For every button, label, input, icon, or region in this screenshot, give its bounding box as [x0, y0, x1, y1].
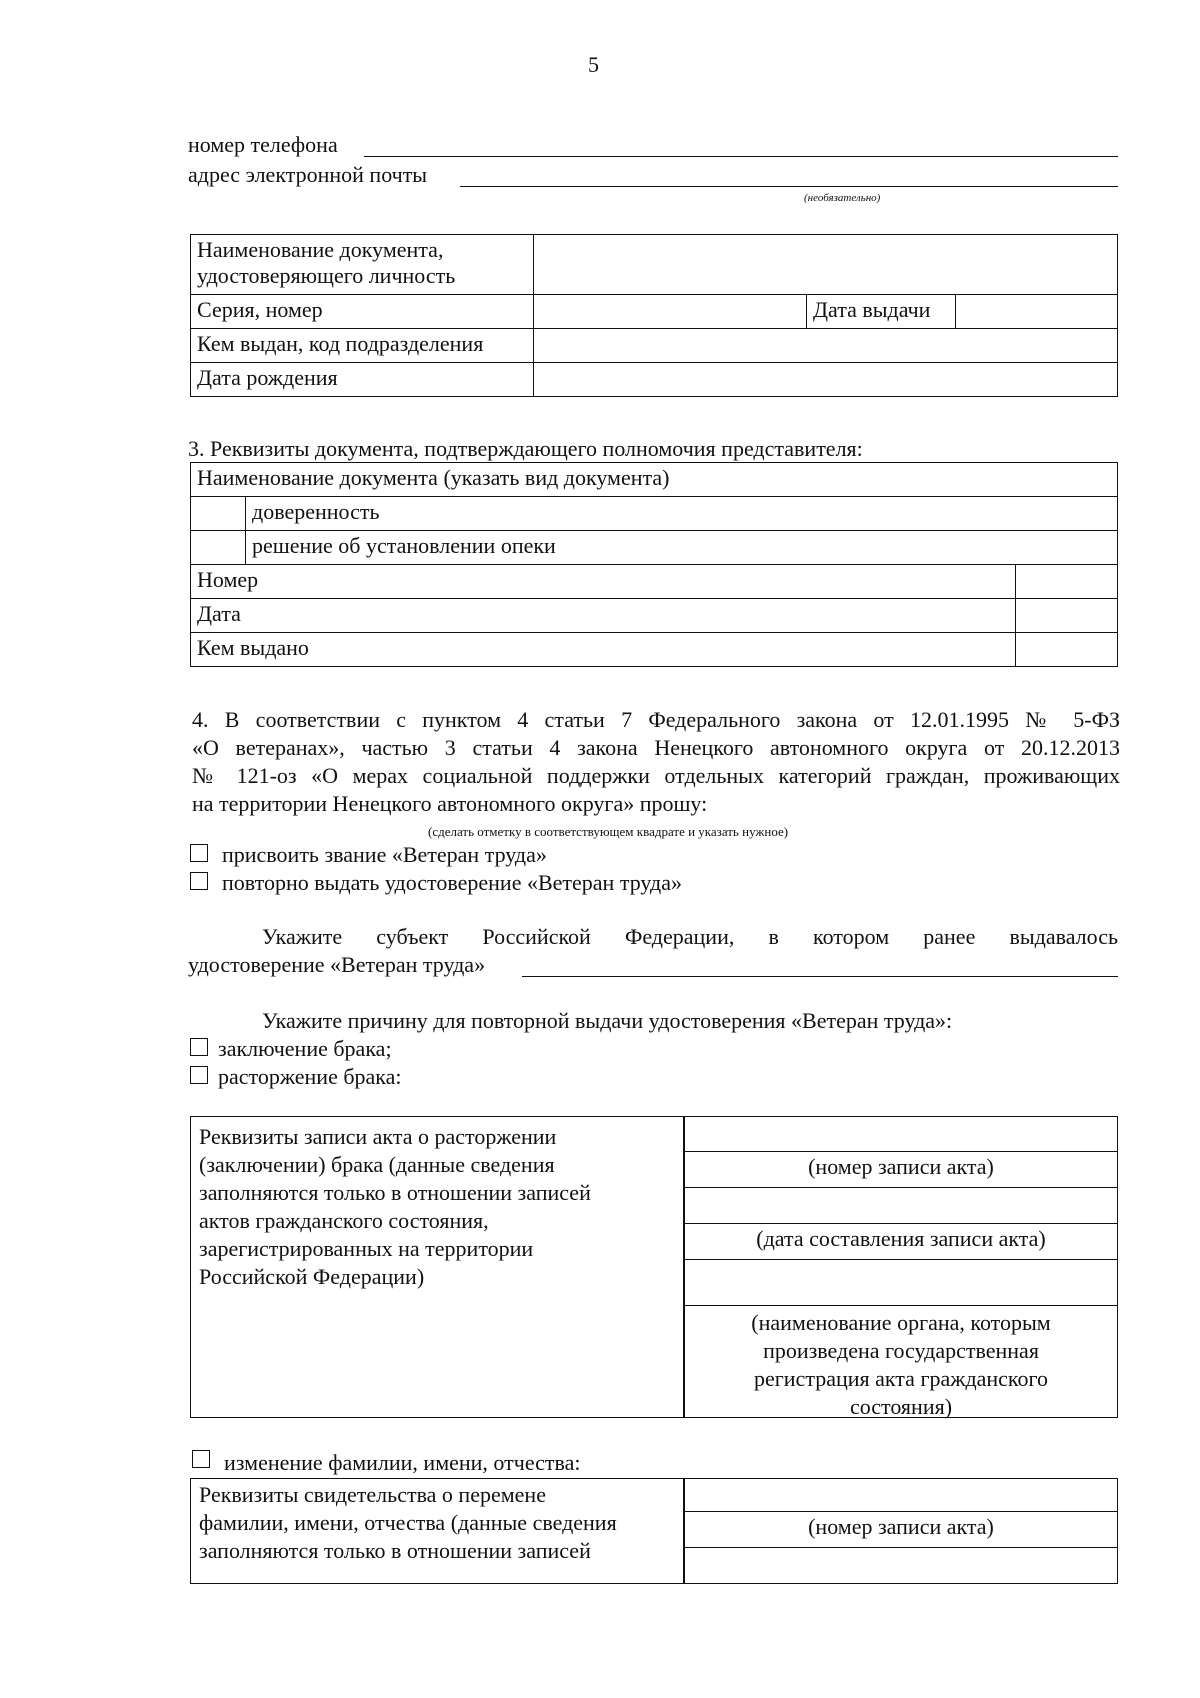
assign-title-label: присвоить звание «Ветеран труда» [222, 842, 547, 867]
act-authority-hint-line: произведена государственная [763, 1338, 1039, 1363]
rep-issued-by-label: Кем выдано [191, 633, 1016, 667]
name-change-left-line: Реквизиты свидетельства о перемене [199, 1482, 546, 1507]
act-date-field[interactable] [685, 1189, 1117, 1224]
act-date-hint: (дата составления записи акта) [685, 1225, 1117, 1260]
subject-line-2: удостоверение «Ветеран труда» [188, 952, 486, 977]
issue-date-label: Дата выдачи [807, 295, 956, 329]
act-number-hint: (номер записи акта) [685, 1153, 1117, 1188]
representative-doc-table [190, 462, 1118, 667]
act-left-line: зарегистрированных на территории [199, 1236, 534, 1261]
reissue-checkbox[interactable] [190, 872, 208, 890]
doc-type-label: Наименование документа (указать вид документа) [191, 463, 1118, 497]
subject-field-line[interactable] [522, 976, 1118, 977]
act-left-line: Российской Федерации) [199, 1264, 425, 1289]
name-change-label: изменение фамилии, имени, отчества: [224, 1450, 581, 1475]
series-number-field[interactable] [534, 295, 807, 329]
act-authority-field[interactable] [685, 1261, 1117, 1306]
phone-label: номер телефона [188, 132, 338, 157]
section4-paragraph [192, 706, 1120, 818]
subject-line-1: Укажите субъект Российской Федерации, в котором ранее выдавалось [262, 924, 1118, 949]
section4-hint: (сделать отметку в соответствующем квадрате и указать нужное) [428, 824, 789, 839]
issued-by-label: Кем выдан, код подразделения [191, 329, 534, 363]
marriage-checkbox[interactable] [190, 1038, 208, 1056]
identity-document-table [190, 234, 1118, 397]
act-authority-hint-line: состояния) [849, 1394, 953, 1419]
marriage-label: заключение брака; [218, 1036, 392, 1061]
name-change-checkbox[interactable] [192, 1450, 210, 1468]
name-change-table [190, 1478, 1118, 1584]
reason-heading: Укажите причину для повторной выдачи удостоверения «Ветеран труда»: [262, 1008, 953, 1033]
act-authority-hint [685, 1309, 1117, 1421]
name-change-left-line: фамилии, имени, отчества (данные сведения [199, 1510, 617, 1535]
series-number-label: Серия, номер [191, 295, 534, 329]
option-guardianship-checkbox-cell[interactable] [191, 531, 246, 565]
email-field-line[interactable] [460, 186, 1118, 187]
identity-doc-name-label: Наименование документа, удостоверяющего личность [191, 235, 534, 295]
act-record-table [190, 1116, 1118, 1418]
rep-issued-by-field[interactable] [1015, 633, 1117, 667]
act-left-line: заполняются только в отношении записей [199, 1180, 591, 1205]
rep-number-field[interactable] [1015, 565, 1117, 599]
section4-line-1: 4. В соответствии с пунктом 4 статьи 7 Федерального закона от 12.01.1995 № 5-ФЗ [192, 707, 1120, 732]
issue-date-field[interactable] [956, 295, 1118, 329]
section3-heading: 3. Реквизиты документа, подтверждающего полномочия представителя: [188, 436, 863, 461]
birth-date-field[interactable] [534, 363, 1118, 397]
name-change-number-field[interactable] [685, 1479, 1117, 1512]
act-authority-hint-line: регистрация акта гражданского [754, 1366, 1048, 1391]
optional-note: (необязательно) [804, 192, 881, 204]
name-change-extra-field[interactable] [685, 1549, 1117, 1583]
act-left-line: (заключении) брака (данные сведения [199, 1152, 555, 1177]
page-number: 5 [588, 52, 599, 77]
rep-number-label: Номер [191, 565, 1016, 599]
identity-doc-name-field[interactable] [534, 235, 1118, 295]
act-left-line: Реквизиты записи акта о расторжении [199, 1124, 557, 1149]
act-authority-hint-line: (наименование органа, которым [751, 1310, 1051, 1335]
act-number-field[interactable] [685, 1117, 1117, 1152]
issued-by-field[interactable] [534, 329, 1118, 363]
option-guardianship-label: решение об установлении опеки [246, 531, 1118, 565]
name-change-left-line: заполняются только в отношении записей [199, 1538, 591, 1563]
section4-line-4: на территории Ненецкого автономного округа» прошу: [192, 791, 708, 816]
option-proxy-label: доверенность [246, 497, 1118, 531]
name-change-number-hint: (номер записи акта) [685, 1513, 1117, 1548]
divorce-label: расторжение брака: [218, 1064, 402, 1089]
rep-date-field[interactable] [1015, 599, 1117, 633]
divorce-checkbox[interactable] [190, 1066, 208, 1084]
name-change-left-text [199, 1481, 617, 1565]
reissue-label: повторно выдать удостоверение «Ветеран труда» [222, 870, 682, 895]
rep-date-label: Дата [191, 599, 1016, 633]
section4-line-3: № 121-оз «О мерах социальной поддержки отдельных категорий граждан, проживающих [192, 763, 1120, 788]
option-proxy-checkbox-cell[interactable] [191, 497, 246, 531]
phone-field-line[interactable] [364, 156, 1118, 157]
birth-date-label: Дата рождения [191, 363, 534, 397]
act-table-left-text [199, 1123, 591, 1291]
act-left-line: актов гражданского состояния, [199, 1208, 489, 1233]
section4-line-2: «О ветеранах», частью 3 статьи 4 закона Ненецкого автономного округа от 20.12.2013 [192, 735, 1120, 760]
email-label: адрес электронной почты [188, 162, 428, 187]
assign-title-checkbox[interactable] [190, 844, 208, 862]
